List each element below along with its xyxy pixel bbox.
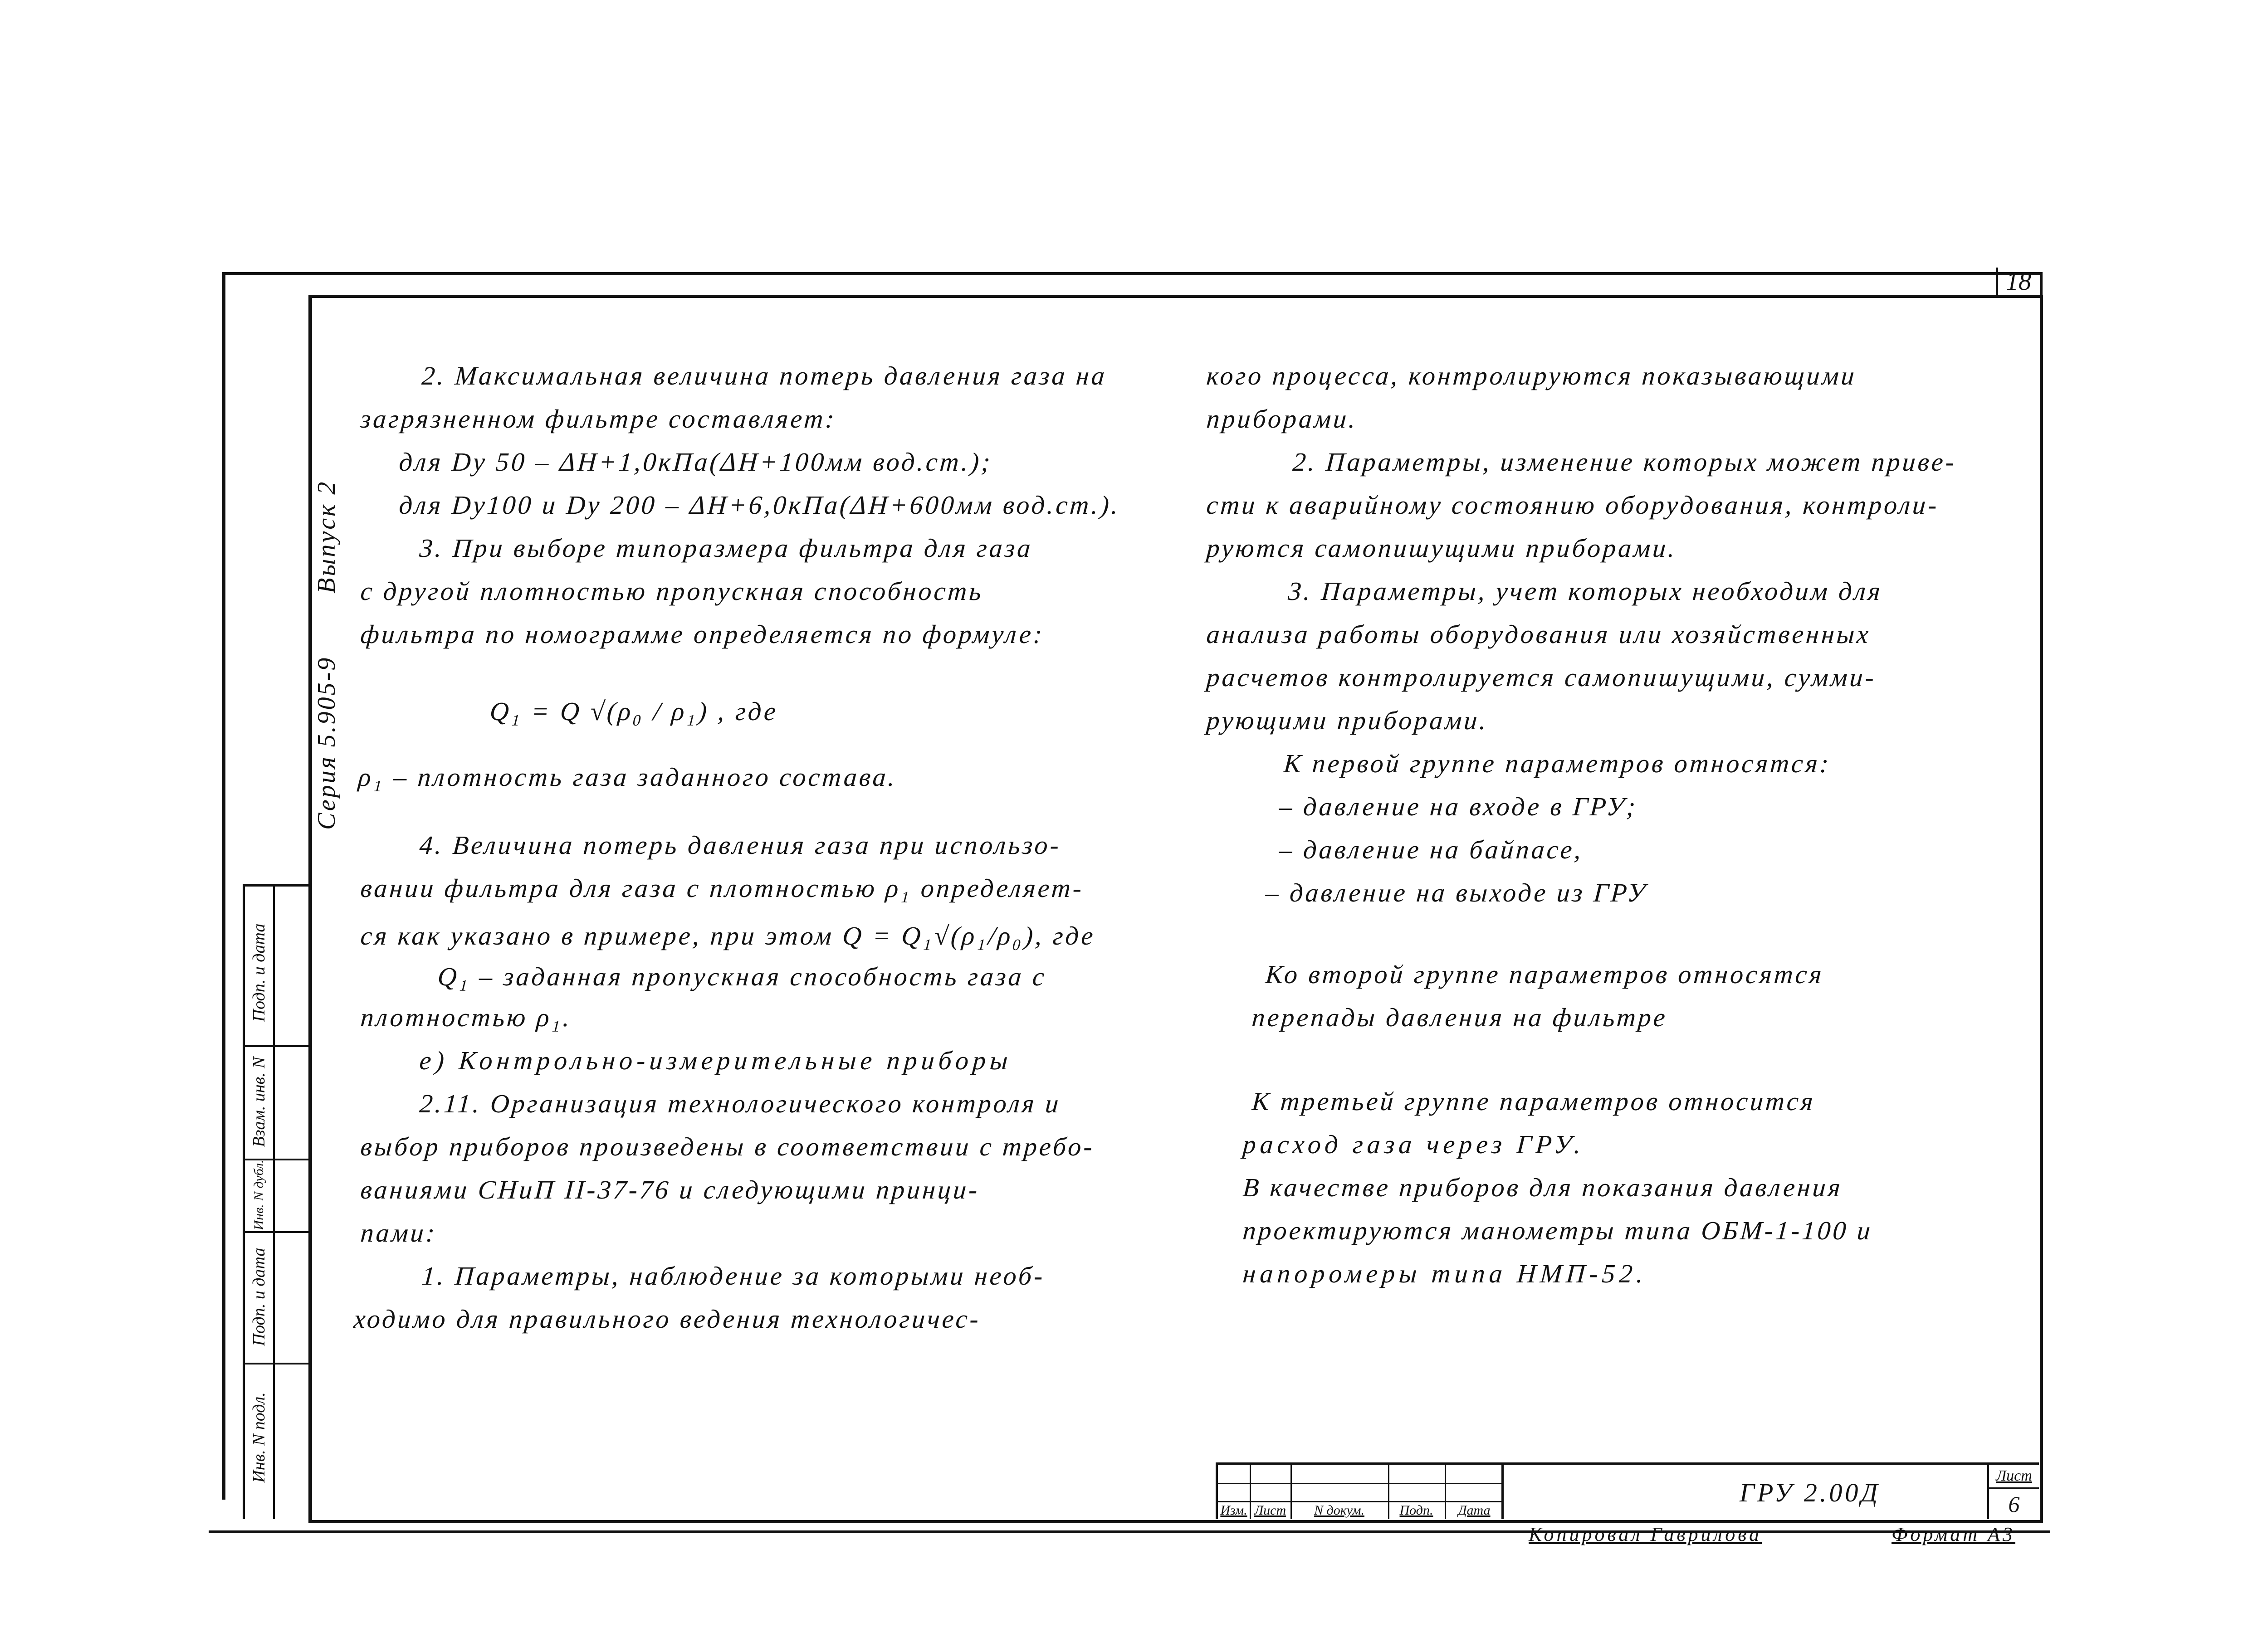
left-line-21: ходимо для правильного ведения технологичес- — [352, 1304, 982, 1334]
sheet-label: Лист — [1989, 1465, 2039, 1489]
right-line-16: К третьей группе параметров относится — [1251, 1087, 1817, 1116]
right-line-3: 2. Параметры, изменение которых может приве- — [1291, 447, 1958, 477]
right-line-5: руются самопишущими приборами. — [1205, 533, 1678, 563]
left-line-18: ваниями СНиП II-37-76 и следующими принци- — [359, 1175, 981, 1204]
right-line-18: В качестве приборов для показания давления — [1242, 1173, 1844, 1202]
left-line-14: плотностью ρ₁. — [359, 1003, 573, 1032]
right-line-4: сти к аварийному состоянию оборудования, контроли- — [1205, 490, 1940, 520]
header-sheet: Лист — [1254, 1503, 1286, 1518]
revision-headers — [1218, 1502, 1504, 1519]
left-line-2: загрязненном фильтре составляет: — [359, 404, 838, 434]
left-line-12: ся как указано в примере, при этом Q = Q₁√(ρ₁/ρ₀), где — [359, 921, 1096, 950]
side-title — [308, 422, 345, 830]
grid-line — [1218, 1483, 1504, 1484]
approval-label-4: Подп. и дата — [249, 1247, 269, 1346]
right-line-13: – давление на выходе из ГРУ — [1264, 878, 1648, 907]
right-line-10: К первой группе параметров относятся: — [1282, 749, 1832, 778]
left-line-5: 3. При выборе типоразмера фильтра для газа — [418, 533, 1034, 563]
left-line-17: выбор приборов произведены в соответствии с требо- — [359, 1132, 1096, 1161]
left-line-10: 4. Величина потерь давления газа при использо- — [418, 830, 1062, 860]
title-block-main — [1501, 1462, 2039, 1519]
section-heading-instruments: е) Контрольно-измерительные приборы — [418, 1046, 1013, 1075]
right-line-20: напоромеры типа НМП-52. — [1242, 1259, 1648, 1288]
left-line-16: 2.11. Организация технологического контроля и — [418, 1089, 1062, 1118]
approval-label-2: Взам. инв. N — [249, 1057, 269, 1147]
right-line-12: – давление на байпасе, — [1278, 835, 1584, 864]
right-line-2: приборами. — [1205, 404, 1359, 434]
paper-format: Формат А3 — [1892, 1523, 2015, 1545]
right-line-11: – давление на входе в ГРУ; — [1278, 792, 1639, 821]
issue-label: Выпуск 2 — [313, 480, 341, 594]
right-line-6: 3. Параметры, учет которых необходим для — [1287, 576, 1884, 606]
left-line-11: вании фильтра для газа с плотностью ρ₁ определяет- — [359, 873, 1085, 903]
right-line-19: проектируются манометры типа ОБМ-1-100 и — [1242, 1216, 1874, 1245]
copied-by: Копировал Гаврилова — [1529, 1523, 1762, 1545]
approval-strip — [243, 884, 311, 1519]
left-line-3: для Dу 50 – ΔH+1,0кПа(ΔH+100мм вод.ст.); — [398, 447, 993, 477]
header-document-number: N докум. — [1314, 1503, 1364, 1518]
approval-label-5: Инв. N подл. — [249, 1392, 269, 1483]
left-line-20: 1. Параметры, наблюдение за которыми необ- — [420, 1261, 1046, 1291]
left-line-6: с другой плотностью пропускная способность — [359, 576, 985, 606]
header-date: Дата — [1458, 1503, 1491, 1518]
filter-formula: Q₁ = Q √(ρ₀ / ρ₁) , где — [489, 697, 779, 726]
sheet-number: 6 — [2008, 1491, 2020, 1517]
right-line-17: расход газа через ГРУ. — [1242, 1130, 1586, 1159]
left-line-1: 2. Максимальная величина потерь давления газа на — [420, 361, 1108, 390]
revision-grid — [1216, 1462, 1504, 1519]
approval-label-1: Подп. и дата — [249, 923, 269, 1022]
title-block — [1216, 1462, 2037, 1517]
right-line-7: анализа работы оборудования или хозяйственных — [1205, 619, 1872, 649]
header-change: Изм. — [1220, 1503, 1247, 1518]
right-line-15: перепады давления на фильтре — [1251, 1003, 1669, 1032]
header-signature: Подп. — [1399, 1503, 1433, 1518]
right-line-14: Ко второй группе параметров относятся — [1264, 960, 1825, 989]
outer-bottom-line — [209, 1530, 2050, 1533]
drawing-frame — [308, 295, 2043, 1523]
right-line-8: расчетов контролируется самопишущими, сумми- — [1205, 663, 1877, 692]
right-line-1: кого процесса, контролируются показывающими — [1205, 361, 1858, 390]
series-label: Серия 5.905-9 — [313, 656, 341, 830]
right-line-9: рующими приборами. — [1205, 706, 1490, 735]
left-line-13: Q₁ – заданная пропускная способность газа с — [436, 962, 1048, 991]
left-line-4: для Dу100 и Dу 200 – ΔH+6,0кПа(ΔH+600мм вод.ст.). — [398, 490, 1121, 520]
left-line-19: пами: — [359, 1218, 438, 1247]
approval-label-3: Инв. N дубл. — [251, 1160, 266, 1230]
left-line-9: ρ₁ – плотность газа заданного состава. — [357, 762, 898, 792]
document-code: ГРУ 2.00Д — [1740, 1478, 1881, 1507]
left-line-7: фильтра по номограмме определяется по формуле: — [359, 619, 1046, 649]
sheet-cell — [1987, 1465, 2039, 1519]
page-number: 18 — [1996, 268, 2039, 297]
